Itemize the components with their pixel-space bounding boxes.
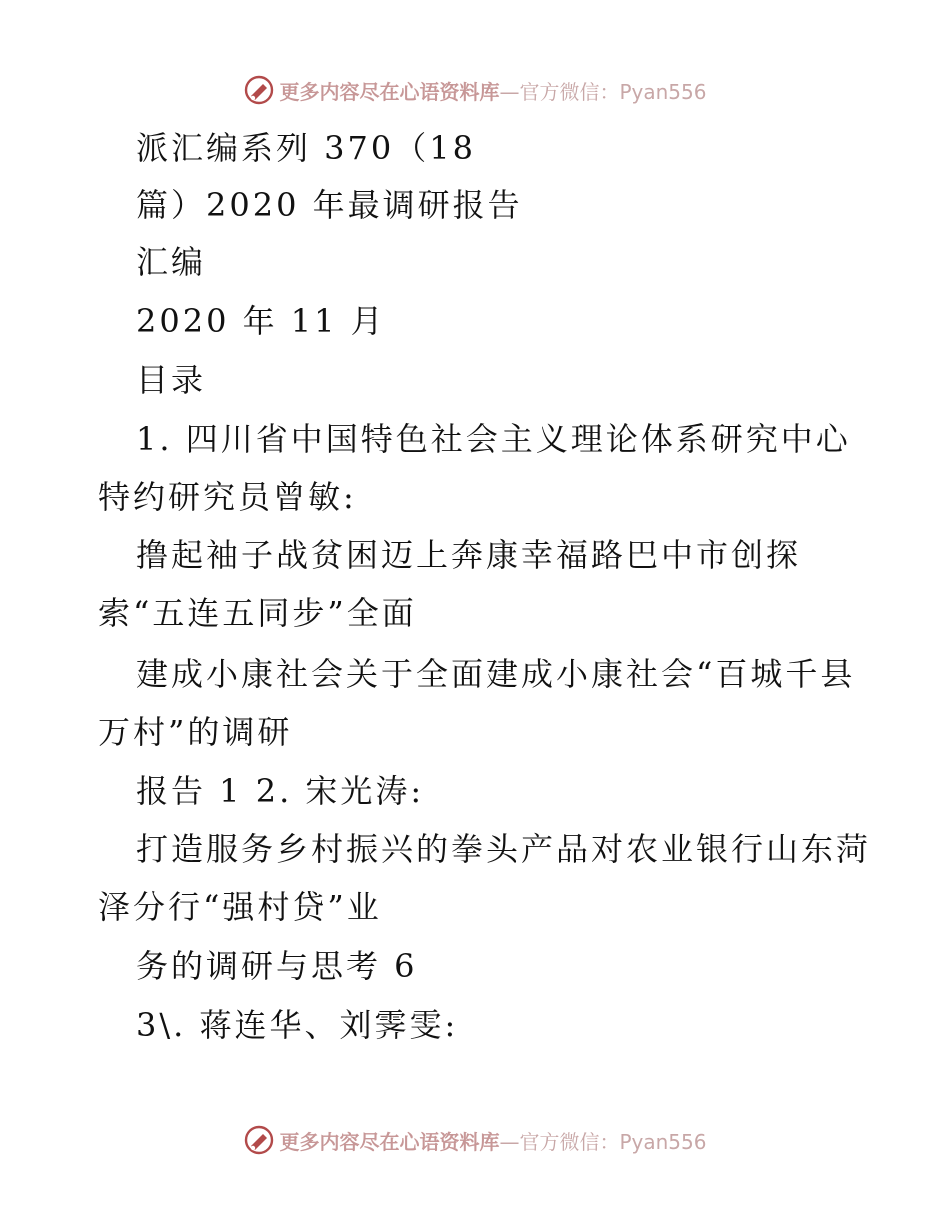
header-banner [0, 72, 950, 108]
banner-separator: — [499, 79, 520, 104]
doc-line-15: 务的调研与思考 6 [136, 947, 418, 985]
banner-text [279, 1126, 706, 1155]
doc-line-11: 万村”的调研 [98, 713, 293, 751]
doc-line-8: 撸起袖子战贫困迈上奔康幸福路巴中市创探 [136, 536, 802, 574]
banner-main-text: 更多内容尽在心语资料库 [279, 79, 500, 104]
doc-line-9: 索“五连五同步”全面 [98, 594, 417, 632]
pen-logo-icon [243, 1124, 275, 1156]
doc-line-7: 特约研究员曾敏: [98, 478, 357, 516]
banner-main-text: 更多内容尽在心语资料库 [279, 1129, 500, 1154]
doc-line-16: 3\. 蒋连华、刘霁雯: [136, 1006, 459, 1044]
doc-line-5: 目录 [136, 361, 207, 399]
doc-line-2: 篇）2020 年最调研报告 [136, 186, 523, 224]
pen-logo-icon [243, 74, 275, 106]
banner-text [279, 76, 706, 105]
doc-line-3: 汇编 [136, 243, 207, 281]
doc-line-13: 打造服务乡村振兴的拳头产品对农业银行山东菏 [136, 830, 872, 868]
doc-line-6: 1. 四川省中国特色社会主义理论体系研究中心 [136, 420, 851, 458]
doc-line-12: 报告 1 2. 宋光涛: [136, 772, 425, 810]
doc-line-1: 派汇编系列 370（18 [136, 129, 476, 167]
banner-contact-text: 官方微信：Pyan556 [519, 79, 707, 104]
banner-separator: — [499, 1129, 520, 1154]
banner-contact-text: 官方微信：Pyan556 [519, 1129, 707, 1154]
doc-line-10: 建成小康社会关于全面建成小康社会“百城千县 [136, 655, 856, 693]
footer-banner [0, 1122, 950, 1158]
doc-line-14: 泽分行“强村贷”业 [98, 888, 382, 926]
doc-line-4: 2020 年 11 月 [136, 302, 386, 340]
